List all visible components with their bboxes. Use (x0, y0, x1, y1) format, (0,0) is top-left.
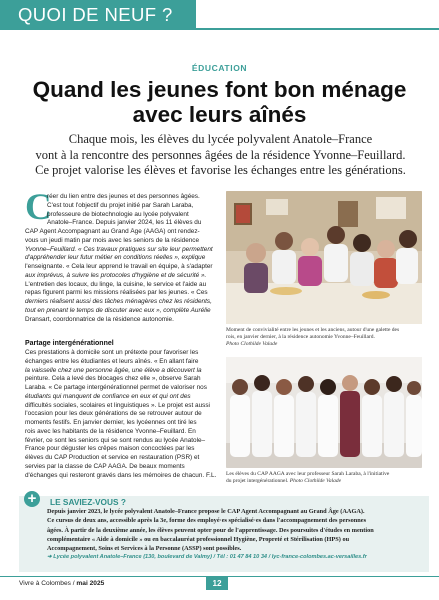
photo-students (226, 357, 422, 468)
info-line: Depuis janvier 2023, le lycée polyvalent Anatole–France propose le CAP Agent Accompagnant au Grand Âge (AAGA). (47, 508, 365, 515)
text-line: peinture. Cela a levé des blocages chez elle », observe Sarah (25, 375, 201, 383)
text-line: Anatole–France. Depuis janvier 2024, les 11 élèves du (47, 219, 202, 227)
text-line: la vaisselle chez une personne âgée, une élève a découvert la (25, 366, 202, 374)
text-line: servies par la classe de CAP AAGA. De beaux moments (25, 462, 185, 470)
photo-credit: Photo Clothilde Valade (289, 478, 342, 484)
caption-line: rois, en janvier dernier, à la résidence autonomie Yvonne–Feuillard. (226, 334, 375, 340)
caption-text: du projet intergénérationnel. (226, 478, 289, 484)
text-line: d'échanges qui resteront gravés dans les mémoires de chacun. F.L. (25, 471, 216, 479)
text-line: Yvonne–Feuillard. « Ces travaux pratiques sur site leur permettent (25, 245, 213, 253)
text-line: l'enseignante. « Cela leur apprend le travail en équipe, à s'adapter (25, 263, 213, 270)
contact-line (47, 553, 425, 562)
text-line: Laraba. « Ce partage intergénérationnel permet de valoriser nos (25, 384, 207, 391)
drop-cap: C (25, 187, 52, 228)
text-line: France pour déguster les crêpes maison concoctées par les (25, 445, 195, 453)
issue-date: mai 2025 (76, 580, 105, 587)
text-line: rois avec les habitants de la résidence Yvonne–Feuillard. En (25, 427, 196, 435)
info-box-title: LE SAVIEZ-VOUS ? (50, 497, 126, 507)
info-line: âgées. À partir de la deuxième année, les élèves peuvent opter pour de l'apprentissage. Des poursuites d'études en mention (47, 526, 374, 534)
article-paragraph-2 (25, 349, 216, 480)
subheading: Partage intergénérationnel (25, 340, 114, 347)
text-line: réer du lien entre des jeunes et des personnes âgées. (47, 193, 200, 200)
photo-credit: Photo Clothilde Valade (226, 341, 278, 347)
text-line: Ces prestations à domicile sont un prétexte pour favoriser les (25, 349, 199, 356)
contact-text: Lycée polyvalent Anatole–France (130, boulevard de Valmy) / Tél : 01 47 84 10 34 / lyc-france-colombes.ac-versailles.fr (53, 554, 367, 561)
page-number: 12 (206, 577, 228, 590)
caption-line (226, 478, 422, 485)
rubric-banner (0, 0, 196, 30)
standfirst (26, 132, 415, 179)
rubric-rule (196, 28, 439, 30)
article-paragraph-1 (25, 193, 216, 324)
text-line: échanges entre les étudiantes et leurs aînés. « En allant faire (25, 357, 199, 365)
plus-icon: + (24, 491, 40, 507)
caption-line: Moment de convivialité entre les jeunes et les anciens, autour d'une galette des (226, 327, 400, 333)
headline-line: Quand les jeunes font bon ménage (32, 77, 407, 102)
magazine-name: Vivre à Colombes (19, 580, 71, 587)
text-line: moments festifs. En janvier dernier, les lycéennes ont tiré les (25, 419, 197, 426)
standfirst-line: Chaque mois, les élèves du lycée polyvalent Anatole–France (68, 132, 373, 146)
info-line: Accompagnement, Soins et Services à la Personne (ASSP) sont possibles. (47, 545, 242, 553)
text-line: difficultés sociales, scolaires et linguistiques ». Le projet est aussi (25, 401, 210, 409)
text-line: l'occasion pour les deux générations de se retrouver autour de (25, 410, 202, 418)
headline-line: avec leurs aînés (132, 102, 307, 127)
text-line: Dransart, coordonnatrice de la résidence autonomie. (25, 315, 174, 323)
rubric-title: QUOI DE NEUF ? (18, 4, 173, 25)
text-line: élèves du CAP Production et service en restauration (PSR) et (25, 454, 200, 461)
photo-galette (226, 191, 422, 324)
caption-photo-galette (226, 327, 422, 348)
section-label: ÉDUCATION (191, 63, 248, 73)
text-line: étudiants qui manquent de confiance en eux et qui ont des (25, 392, 191, 400)
info-box-body (47, 507, 425, 563)
text-line: L'entretien des locaux, du linge, la cuisine, le service et l'aide au (25, 280, 207, 288)
footer-publication: Vivre à Colombes / mai 2025 (19, 580, 105, 587)
text-line: professeure de biotechnologie au lycée polyvalent (47, 210, 189, 218)
info-line: Ce cursus de deux ans, accessible après la 3e, forme des employé·es spécialisé·es dans l'accompagnement des personnes (47, 517, 367, 525)
info-line: complémentaire « Aide à domicile » ou en baccalauréat professionnel Hygiène, Propreté et Stérilisation (HPS) ou (47, 535, 350, 543)
text-line: CAP Agent Accompagnant au Grand Âge (AAGA) ont rendez- (25, 228, 200, 235)
text-line: derniers réalisent aussi des tâches ménagères chez les résidents, (25, 298, 212, 305)
text-line: repas figurent parmi les missions réalisées par les jeunes. « Ces (25, 289, 208, 297)
caption-photo-students (226, 471, 422, 485)
caption-line: Les élèves du CAP AAGA avec leur professeur Sarah Laraba, à l'initiative (226, 471, 390, 477)
headline (20, 77, 419, 127)
standfirst-line: Ce projet valorise les élèves et favorise les échanges entre les générations. (35, 163, 406, 177)
text-line: tout en prenant le temps de discuter avec eux », complète Aurélie (25, 306, 211, 314)
standfirst-line: vont à la rencontre des personnes âgées de la résidence Yvonne–Feuillard. (35, 147, 406, 162)
text-line: vous un jeudi matin par mois avec les seniors de la résidence (25, 236, 200, 244)
text-line: d'appréhender leur futur métier en conditions réelles », explique (25, 254, 206, 262)
text-line: février, ce sont les seniors qui se sont rendus au lycée Anatole– (25, 436, 206, 444)
arrow-icon: ➜ (47, 554, 54, 561)
text-line: C'est tout l'objectif du projet initié par Sarah Laraba, (47, 201, 194, 209)
text-line: aux imprévus, à suivre les protocoles d'hygiène et de sécurité ». (25, 271, 207, 279)
